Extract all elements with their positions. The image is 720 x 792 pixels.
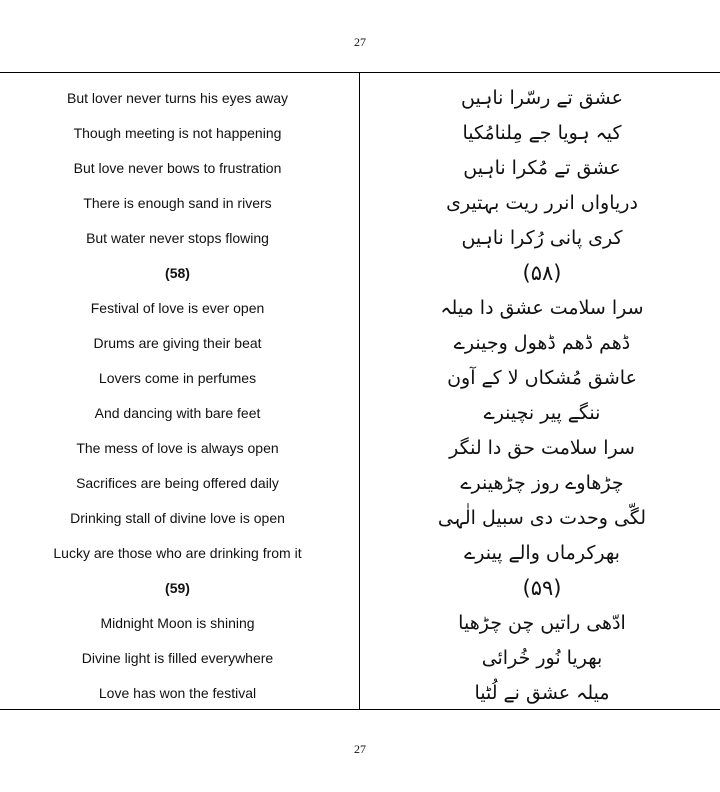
verse-line-urdu: کیہ ہویا جے مِلنامُکیا	[462, 121, 622, 144]
verse-line-urdu: عشق تے رسّرا ناہیں	[461, 86, 623, 109]
column-divider	[359, 72, 360, 710]
verse-line-urdu: لگّی وحدت دی سبیل الٰہی	[437, 506, 647, 529]
verse-line-english: Though meeting is not happening	[73, 124, 282, 141]
verse-number-urdu: (۵۹)	[522, 575, 562, 600]
verse-row-english	[0, 325, 355, 360]
verse-row-urdu	[364, 465, 720, 500]
verse-line-english: Drinking stall of divine love is open	[70, 509, 285, 526]
verse-line-english: Love has won the festival	[98, 684, 257, 701]
verse-row-urdu	[364, 675, 720, 710]
verse-row-urdu	[364, 535, 720, 570]
verse-row-english	[0, 360, 355, 395]
verse-row-english	[0, 150, 355, 185]
verse-row-urdu	[364, 80, 720, 115]
verse-line-urdu: چڑھاوے روز چڑھینرے	[460, 471, 624, 494]
verse-line-urdu: ننگے پیر نچینرے	[483, 401, 601, 424]
verse-line-urdu: سرا سلامت عشق دا میلہ	[440, 296, 644, 319]
verse-line-english: Lovers come in perfumes	[98, 369, 257, 386]
verse-line-english: There is enough sand in rivers	[83, 194, 272, 211]
verse-row-urdu	[364, 605, 720, 640]
verse-row-urdu	[364, 115, 720, 150]
verse-row-english	[0, 605, 355, 640]
verse-row-english	[0, 185, 355, 220]
top-rule	[0, 72, 720, 73]
english-column	[0, 80, 355, 710]
verse-line-english: But water never stops flowing	[86, 229, 269, 246]
verse-row-english	[0, 430, 355, 465]
verse-row-urdu	[364, 500, 720, 535]
verse-line-urdu: میلہ عشق نے لُٹیا	[474, 681, 610, 704]
verse-line-urdu: عشق تے مُکرا ناہیں	[463, 156, 621, 179]
verse-line-urdu: ادّھی راتیں چن چڑھیا	[458, 611, 626, 634]
page-number-bottom: 27	[354, 742, 366, 756]
verse-line-english: And dancing with bare feet	[94, 404, 261, 421]
verse-row-urdu	[364, 360, 720, 395]
verse-row-english	[0, 80, 355, 115]
urdu-column	[364, 80, 720, 710]
verse-row-urdu	[364, 220, 720, 255]
verse-line-english: Festival of love is ever open	[90, 299, 265, 316]
verse-row-urdu	[364, 185, 720, 220]
verse-line-urdu: ڈھم ڈھم ڈھول وجینرے	[453, 331, 631, 354]
verse-row-english	[0, 465, 355, 500]
verse-row-urdu	[364, 150, 720, 185]
verse-row-english	[0, 255, 355, 290]
verse-row-english	[0, 640, 355, 675]
verse-row-english	[0, 570, 355, 605]
bottom-rule	[0, 709, 720, 710]
verse-line-urdu: بھریا نُور خُرائی	[481, 646, 603, 669]
verse-row-urdu	[364, 325, 720, 360]
verse-line-english: Drums are giving their beat	[93, 334, 262, 351]
verse-row-english	[0, 290, 355, 325]
verse-row-urdu	[364, 430, 720, 465]
verse-row-english	[0, 220, 355, 255]
verse-line-urdu: عاشق مُشکاں لا کے آون	[447, 366, 637, 389]
verse-line-urdu: دریاواں انرر ریت بہتیری	[446, 191, 638, 214]
verse-line-english: But love never bows to frustration	[73, 159, 282, 176]
verse-line-urdu: سرا سلامت حق دا لنگر	[449, 436, 635, 459]
verse-number-urdu: (۵۸)	[522, 260, 562, 285]
verse-row-urdu	[364, 640, 720, 675]
verse-line-english: Lucky are those who are drinking from it	[53, 544, 302, 561]
verse-line-urdu: کری پانی رُکرا ناہیں	[461, 226, 623, 249]
verse-line-english: Sacrifices are being offered daily	[76, 474, 279, 491]
verse-row-urdu	[364, 290, 720, 325]
verse-row-english	[0, 395, 355, 430]
verse-row-english	[0, 535, 355, 570]
verse-row-urdu	[364, 395, 720, 430]
verse-row-urdu	[364, 255, 720, 290]
verse-line-urdu: بھرکرماں والے پینرے	[464, 541, 620, 564]
verse-row-urdu	[364, 570, 720, 605]
verse-row-english	[0, 675, 355, 710]
verse-line-english: But lover never turns his eyes away	[67, 89, 288, 106]
verse-row-english	[0, 500, 355, 535]
verse-line-english: Midnight Moon is shining	[100, 614, 255, 631]
verse-line-english: The mess of love is always open	[76, 439, 279, 456]
verse-number-english: (59)	[165, 579, 190, 596]
page-number-top: 27	[354, 35, 366, 49]
verse-line-english: Divine light is filled everywhere	[81, 649, 274, 666]
verse-row-english	[0, 115, 355, 150]
verse-number-english: (58)	[165, 264, 190, 281]
